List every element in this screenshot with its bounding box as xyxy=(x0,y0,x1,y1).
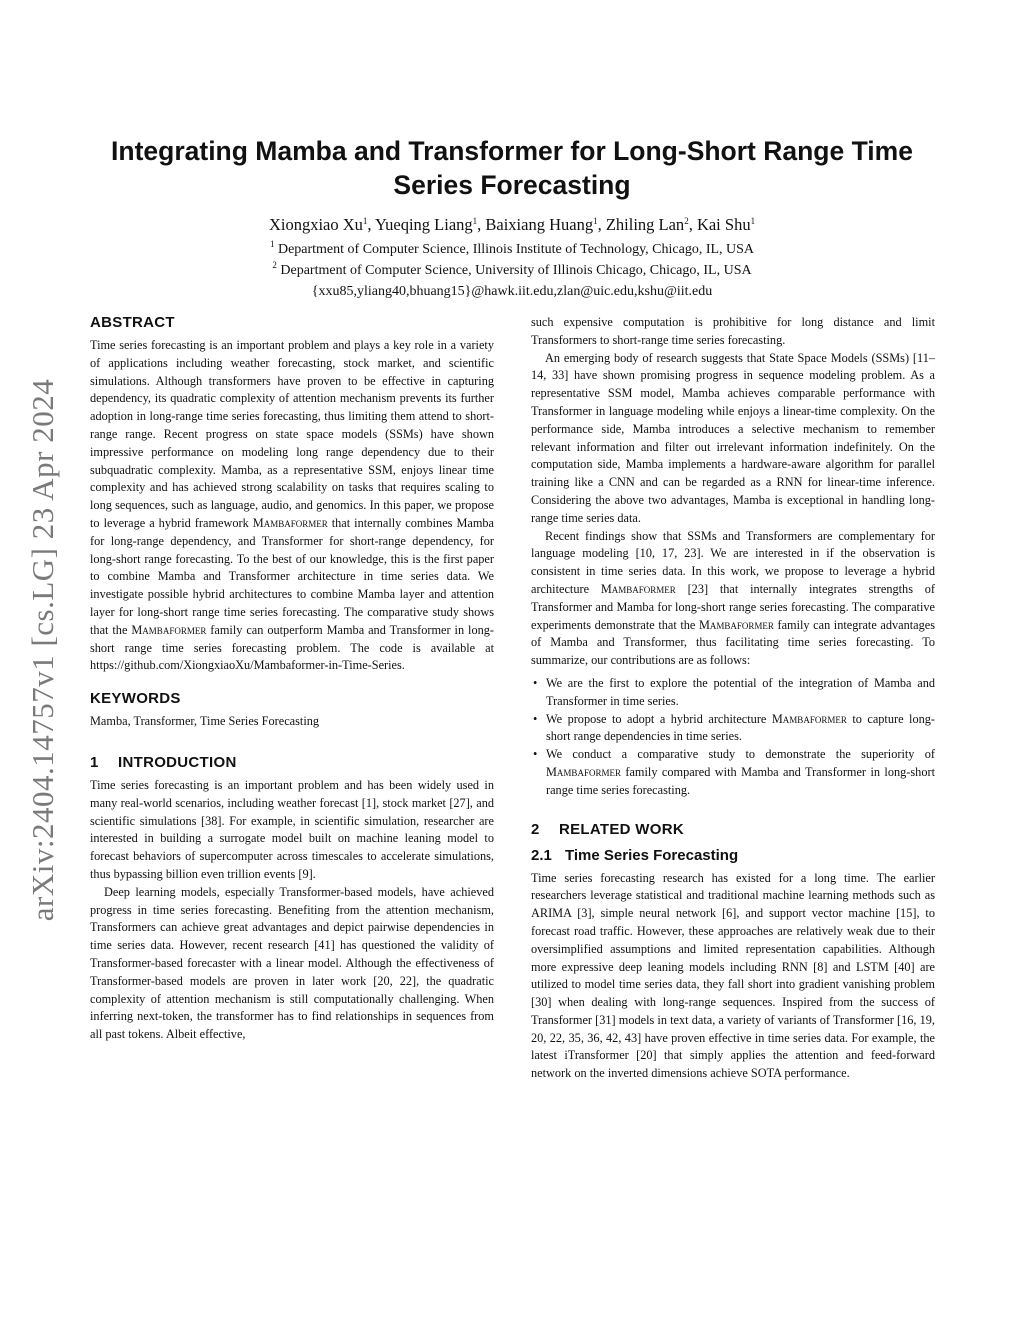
affiliation-2: $^2$ Department of Computer Science, University of Illinois Chicago, Chicago, IL, USA xyxy=(272,260,752,278)
time-series-forecasting-subheading: 2.1 Time Series Forecasting xyxy=(531,846,739,864)
author-name: Xiongxiao Xu xyxy=(268,215,363,234)
list-item: • We conduct a comparative study to demonstrate the superiority of Mambaformer family compared with Mamba and Transformer in long-short range time series forecasting. xyxy=(531,746,935,799)
abstract-text: Time series forecasting is an important problem and plays a key role in a variety of applications including weather forecasting, stock market, and scientific simulations. Although transformers have proven to be effective in capturing dependency, its quadratic complexity of attention mechanism prevents its further adoption in long-range time series forecasting, thus limiting them attend to short-range range. Recent progress on state space models (SSMs) have shown impressive performance on modeling long range dependency due to their subquadratic complexity. Mamba, as a representative SSM, enjoys linear time complexity and has achieved strong scalability on tasks that requires scaling to long sequences, such as language, audio, and genomics. In this paper, we propose to leverage a hybrid framework Mambaformer that internally combines Mamba for long-range dependency, and Transformer for short-range dependency, for long-short range forecasting. To the best of our knowledge, this is the first paper to combine Mamba and Transformer architecture in time series data. We investigate possible hybrid architectures to combine Mamba layer and attention layer for long-short range time series forecasting. The comparative study shows that the Mambaformer family can outperform Mamba and Transformer in long-short range time series forecasting problem. The code is available at https://github.com/XiongxiaoXu/Mambaformer-in-Time-Series. xyxy=(90,338,495,673)
author-name: Kai Shu xyxy=(696,215,751,234)
intro-paragraph-4: Recent findings show that SSMs and Transformers are complementary for language modeling [10, 17, 23]. We are interested in if the observation is consistent in time series data. In this work, we propose to leverage a hybrid architecture Mambaformer [23] that internally integrates strengths of Transformer and Mamba for long-short range series forecasting. The comparative experiments demonstrate that the Mambaformer family can integrate advantages of Mamba and Transformer, thus facilitating time series forecasting. To summarize, our contributions are as follows: xyxy=(531,528,936,668)
introduction-heading: 1 INTRODUCTION xyxy=(90,753,237,771)
intro-paragraph-1: Time series forecasting is an important problem and has been widely used in many real-world scenarios, including weather forecast [1], stock market [27], and scientific simulations [38]. For example, in scientific simulation, researcher are interested in building a surrogate model built on machine leaning model to forecast behaviors of supercomputer across timescales to accelerate simulations, thus bypassing billion even trillion events [9]. xyxy=(90,777,494,881)
author-emails: {xxu85,yliang40,bhuang15}@hawk.iit.edu,zlan@uic.edu,kshu@iit.edu xyxy=(311,284,713,299)
intro-paragraph-3: An emerging body of research suggests that State Space Models (SSMs) [11–14, 33] have shown promising progress in sequence modeling problem. As a representative SSM model, Mamba achieves comparable performance with Transformer in language modeling while enjoys a linear-time complexity. On the performance side, Mamba introduces a selective mechanism to remember relevant information and filter out irrelevant information indefinitely. On the computation side, Mamba implements a hardware-aware algorithm for parallel training like a CNN and can be regarded as a RNN for linear-time inference. Considering the above two advantages, Mamba is exceptional in handling long-range time series data. xyxy=(531,350,935,525)
affiliation-1: $^1$ Department of Computer Science, Illinois Institute of Technology, Chicago, IL, USA xyxy=(269,239,755,257)
author-list: Xiongxiao Xu$^1$, Yueqing Liang$^1$, Baixiang Huang$^1$, Zhiling Lan$^2$, Kai Shu$^1$ xyxy=(268,215,756,234)
author-name: Zhiling Lan xyxy=(605,215,685,234)
list-item: • We are the first to explore the potential of the integration of Mamba and Transformer in time series. xyxy=(531,675,935,711)
arxiv-identifier: arXiv:2404.14757v1 [cs.LG] 23 Apr 2024 xyxy=(25,378,60,922)
author-name: Baixiang Huang xyxy=(485,215,594,234)
related-work-paragraph: Time series forecasting research has existed for a long time. The earlier researchers leverage statistical and traditional machine learning methods such as ARIMA [3], simple neural network [6], and support vector machine [15], to forecast road traffic. However, these approaches are relatively weak due to their oversimplified assumptions and limited representation capabilities. Although more expressive deep leaning models including RNN [8] and LSTM [40] are utilized to model time series data, they fall short into gradient vanishing problem [30] when dealing with long-range sequences. Inspired from the success of Transformer [31] models in text data, a variety of variants of Transformer [16, 19, 20, 22, 35, 36, 42, 43] have proven effective in time series data. For example, the latest iTransformer [20] that simply applies the attention and feed-forward network on the inverted dimensions achieve SOTA performance. xyxy=(531,870,935,1081)
paper-title: Integrating Mamba and Transformer for Long-Short Range Time Series Forecasting xyxy=(111,136,913,200)
author-name: Yueqing Liang xyxy=(375,215,473,234)
contributions-list xyxy=(531,675,935,800)
list-item: • We propose to adopt a hybrid architecture Mambaformer to capture long-short range dependencies in time series. xyxy=(531,711,935,747)
keywords-text: Mamba, Transformer, Time Series Forecasting xyxy=(90,714,320,729)
right-column xyxy=(531,314,935,1083)
abstract-heading: ABSTRACT xyxy=(90,314,175,331)
keywords-heading: KEYWORDS xyxy=(90,690,181,708)
related-work-heading: 2 RELATED WORK xyxy=(531,820,684,838)
intro-paragraph-2-cont: such expensive computation is prohibitive for long distance and limit Transformers to short-range time series forecasting. xyxy=(531,315,935,347)
intro-paragraph-2: Deep learning models, especially Transformer-based models, have achieved progress in time series forecasting. Benefiting from the attention mechanism, Transformers can achieve great advantages and depict pairwise dependencies in time series data. However, recent research [41] has questioned the validity of Transformer-based forecaster with a linear model. Although the effectiveness of Transformer-based models are proven in later work [20, 22], the quadratic complexity of attention mechanism is still computationally challenging. When inferring next-token, the transformer has to find relationships in sequences from all past tokens. Albeit effective, xyxy=(90,884,494,1042)
left-column xyxy=(90,313,494,1044)
